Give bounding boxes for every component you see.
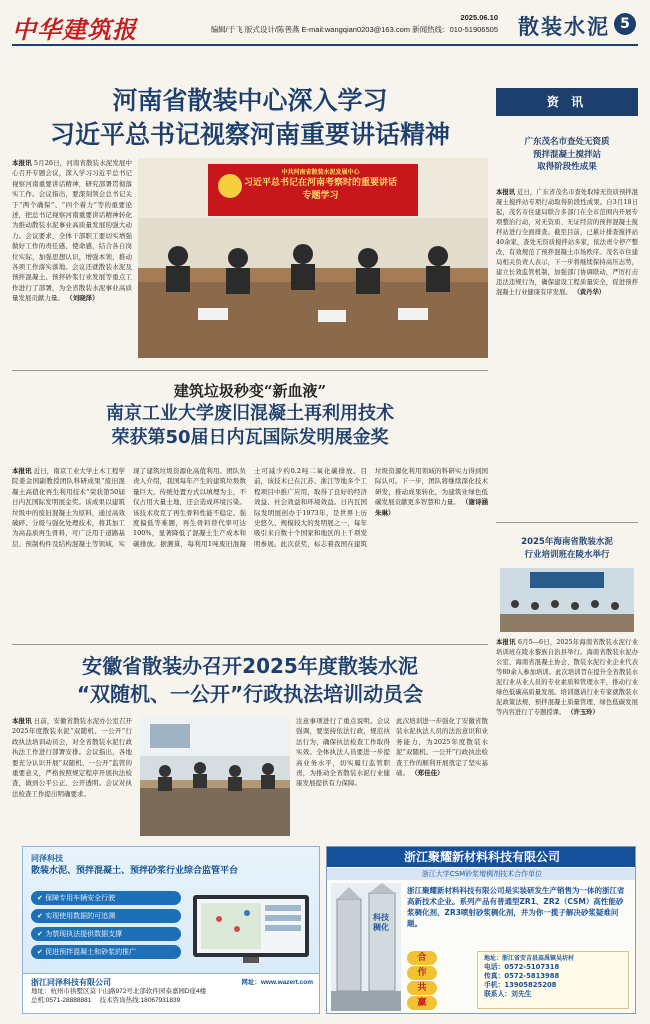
check-icon: ✔ bbox=[37, 948, 46, 956]
sidebar-label: 资 讯 bbox=[496, 88, 638, 116]
section-title: 散装水泥 bbox=[518, 15, 610, 39]
silo-icon bbox=[331, 883, 401, 1011]
sidebar-divider bbox=[496, 522, 638, 523]
article3-column1 bbox=[12, 716, 132, 836]
ad-juyao-subtitle: 浙江大学CSM砂浆增稠剂技术合作单位 bbox=[327, 868, 636, 880]
article2-column bbox=[12, 466, 488, 636]
banner-line3: 专题学习 bbox=[302, 191, 339, 201]
article2-signoff: （谢诗涵 朱琳） bbox=[375, 498, 488, 517]
article3-column3 bbox=[396, 716, 488, 836]
ad-tongze[interactable] bbox=[22, 846, 320, 1014]
ad-tongze-screens bbox=[189, 891, 313, 967]
article3-text-col2: 注意事项进行了重点说明。会议强调，要坚持依法行政，规范执法行为，确保执法检查工作取得实效。全体执法人员要进一步提高业务水平，切实履行监管职责，为推动全省散装水泥行业健康发展提供有力保障。 bbox=[296, 717, 390, 788]
check-icon: ✔ bbox=[37, 912, 46, 920]
article1-headline bbox=[12, 84, 488, 152]
ad-juyao-contact-box bbox=[477, 951, 629, 1009]
brief2-signoff: （许玉玲） bbox=[567, 709, 599, 716]
brief1-signoff: （黄丹华） bbox=[573, 289, 606, 296]
article-divider-1 bbox=[12, 370, 488, 371]
article3-headline-line2: “双随机、一公开”行政执法培训动员会 bbox=[76, 682, 424, 706]
training-photo bbox=[140, 716, 290, 836]
ad-tongze-brand: 同泽科技 bbox=[31, 854, 63, 863]
article1-byline: 本报讯 bbox=[12, 159, 32, 167]
header-meta bbox=[211, 12, 498, 36]
monitor-illustration bbox=[189, 891, 313, 967]
article1-headline-line1: 河南省散装中心深入学习 bbox=[112, 86, 388, 115]
article3-headline-line1: 安徽省散装办召开2025年度散装水泥 bbox=[82, 654, 418, 678]
article2-kicker: 建筑垃圾秒变“新血液” bbox=[173, 382, 327, 400]
article2-headline-line1: 南京工业大学废旧混凝土再利用技术 bbox=[106, 403, 394, 424]
ad-tongze-contacts: 总机:0571-28888881 技术咨询热线:18067931839 bbox=[31, 997, 181, 1004]
article2-text: 近日，南京工业大学土木工程学院姜金国副教授团队科研成果“废旧混凝土高值化再生利用技术”荣获第50届日内瓦国际发明展金奖。该成果以建筑垃圾中的废旧混凝土为原料，通过高效破碎、分级与强化处理技术，将其加工为高品质再生骨料，可广泛用于道路基层、预制构件及结构混凝土等领域，实现了建筑垃圾资源化高值利用。团队负责人介绍，我国每年产生的建筑垃圾数量巨大，传统处置方式以填埋为主，不仅占用大量土地，还会造成环境污染。该技术攻克了再生骨料性能不稳定、强度偏低等难题，再生骨料替代率可达100%，显著降低了混凝土生产成本和碳排放。据测算，每利用1吨废旧混凝土可减少约0.2吨二氧化碳排放。目前，该技术已在江苏、浙江等地多个工程项目中推广应用，取得了良好的经济效益、社会效益和环境效益。日内瓦国际发明展创办于1973年，是世界上历史悠久、规模较大的发明展之一，每年吸引来自数十个国家和地区的上千项发明参展。此次获奖，标志着我国在建筑垃圾资源化利用领域的科研实力得到国际认可。下一步，团队将继续深化技术研发，推动成果转化，为建筑业绿色低碳发展贡献更多智慧和力量。 bbox=[12, 467, 488, 548]
ad-tongze-address: 地址：杭州市拱墅区莫干山路972号北部软件园泰嘉园D座4楼 bbox=[31, 988, 207, 995]
brief2-text: 6月5—6日，2025年海南省散装水泥行业培训班在陵水黎族自治县举行。海南省散装水泥办公室、海南省混凝土协会、散装水泥行业企业代表等80余人参加培训。此次培训旨在提升全省散装水泥行业从业人员的专业素质和管理水平，推动行业绿色低碳高质量发展。培训邀请行业专家就散装水泥政策法规、预拌混凝土质量管理、绿色低碳发展等内容进行了专题授课。 bbox=[496, 639, 638, 716]
pill: 赢 bbox=[407, 996, 437, 1010]
article2-headline-line2: 荣获第50届日内瓦国际发明展金奖 bbox=[111, 427, 389, 448]
ad-tongze-features bbox=[31, 891, 181, 963]
article3-column2 bbox=[296, 716, 390, 836]
article2-body bbox=[12, 466, 488, 636]
ad-tongze-website: 网址：www.wazert.com bbox=[241, 979, 313, 986]
article1-text: 5月26日，河南省散装水泥发展中心召开专题会议，深入学习习近平总书记视察河南重要讲话精神，研究部署贯彻落实工作。会议指出，要深刻领会总书记关于“两个确保”、“四个着力”等的重要论述，把总书记视察河南重要讲话精神转化为推动散装水泥事业高质量发展的强大动力。会议要求，全体干部职工要切实增强做好工作的责任感、使命感，结合各自岗位实际，加强思想认识，增强本领，推动各项工作落实落地。会议还就散装水泥及预拌混凝土、预拌砂浆行业发展等重点工作进行了部署，为全省散装水泥事业高质量发展贡献力量。 bbox=[12, 159, 132, 303]
banner-line1: 中共河南省散装水泥发展中心 bbox=[281, 169, 360, 176]
brief2-headline-line1: 2025年海南省散装水泥 bbox=[521, 537, 613, 547]
feature-item: ✔ 促进预拌混凝土和砂浆的推广 bbox=[31, 945, 181, 959]
masthead-logo: 中华建筑报 bbox=[12, 15, 137, 44]
editor-credits: 编辑/于飞 版式设计/陈善燕 E-mail:wangqian0203@163.com 新闻热线：010-51906505 bbox=[210, 25, 498, 34]
header-divider bbox=[12, 44, 638, 46]
brief1-headline bbox=[496, 136, 638, 174]
ad-tongze-company: 浙江同泽科技有限公司 bbox=[31, 978, 111, 987]
pill: 合 bbox=[407, 951, 437, 965]
article3-byline: 本报讯 bbox=[12, 717, 32, 725]
article1-body bbox=[12, 158, 132, 358]
brief1-text: 近日，广东省茂名市查处取缔无资质预拌混凝土搅拌站专项行动取得阶段性成果。自3月18日起，茂名市住建局联合多部门在全市范围内开展专项整治行动，对无资质、无证经营的预拌混凝土搅拌站进行全面排查。截至目前，已累计排查搅拌站40余家，查处无资质搅拌站多家，依法责令停产整改，有效规范了预拌混凝土市场秩序。茂名市住建局相关负责人表示，下一步将继续保持高压态势，建立长效监管机制，加强部门协调联动，严厉打击违法违规行为，确保建设工程质量安全，促进预拌混凝土行业健康有序发展。 bbox=[496, 189, 638, 296]
article1-signoff: （刘晓泽） bbox=[66, 294, 99, 303]
article2-headline bbox=[12, 402, 488, 450]
brief1-body bbox=[496, 188, 638, 518]
article-divider-2 bbox=[12, 644, 488, 645]
brief1-byline: 本报讯 bbox=[496, 189, 516, 196]
ad-tongze-footer bbox=[23, 973, 320, 1014]
ad-juyao-pills bbox=[407, 951, 441, 1010]
ad-juyao-title: 浙江聚耀新材料科技有限公司 bbox=[327, 847, 636, 867]
silo-illustration bbox=[331, 883, 401, 1011]
page-header bbox=[12, 8, 638, 54]
pill: 作 bbox=[407, 966, 437, 980]
meeting-photo bbox=[138, 158, 488, 358]
ad-juyao-intro: 浙江聚耀新材料科技有限公司是实装研发生产销售为一体的浙江省高新技术企业。系列产品有普通型ZR1、ZR2（CSM）高性能砂浆稠化剂、ZR3喷射砂浆稠化剂，并为你一揽子解决砂浆疑难问题。 bbox=[407, 886, 625, 928]
ad-juyao-contact: 联系人：刘先生 bbox=[484, 990, 532, 998]
article1-headline-line2: 习近平总书记视察河南重要讲话精神 bbox=[49, 120, 450, 149]
brief1-headline-line1: 广东茂名市查处无资质 bbox=[524, 137, 610, 147]
brief1-headline-line3: 取得阶段性成果 bbox=[537, 162, 597, 172]
article3-headline bbox=[12, 652, 488, 708]
brief2-body bbox=[496, 638, 638, 834]
ad-juyao-address: 地址：浙江省安吉县高禹镇吴坊村 bbox=[484, 955, 575, 962]
page-number: 5 bbox=[614, 13, 636, 35]
photo-banner-text bbox=[233, 168, 408, 203]
article3-text-col3: 此次培训进一步强化了安徽省散装水泥执法人员的法治意识和业务能力，为2025年度散装水泥“双随机、一公开”行政执法检查工作的顺利开展奠定了坚实基础。 bbox=[396, 717, 488, 778]
ad-juyao[interactable] bbox=[326, 846, 636, 1014]
brief1-headline-line2: 预拌混凝土搅拌站 bbox=[532, 149, 601, 160]
feature-item: ✔ 保障专用车辆安全行驶 bbox=[31, 891, 181, 905]
ad-juyao-fax: 传真：0572-5813988 bbox=[484, 972, 560, 980]
pill: 共 bbox=[407, 981, 437, 995]
feature-item: ✔ 实现使用数据的可追溯 bbox=[31, 909, 181, 923]
brief2-headline-line2: 行业培训班在陵水举行 bbox=[524, 549, 610, 560]
brief2-byline: 本报讯 bbox=[496, 639, 516, 646]
ad-juyao-mobile: 手机：13905825208 bbox=[484, 981, 557, 989]
brief2-photo-illustration bbox=[500, 568, 634, 632]
article3-text-col1: 日前，安徽省散装水泥办公室召开2025年度散装水泥“双随机、一公开”行政执法培训动员会，对全省散装水泥行政执法工作进行部署安排。会议指出，各地要充分认识开展“双随机、一公开”监管的重要意义，严格按照规定程序开展执法检查，做到公平公正、公开透明。会议对执法检查工作提出明确要求。 bbox=[12, 717, 132, 798]
article3-signoff: （郑佳佳） bbox=[411, 769, 444, 778]
brief2-headline bbox=[496, 536, 638, 561]
training-photo-illustration bbox=[140, 716, 290, 836]
check-icon: ✔ bbox=[37, 894, 46, 902]
check-icon: ✔ bbox=[37, 930, 46, 938]
ad-tongze-headline: 散装水泥、预拌混凝土、预拌砂浆行业综合监管平台 bbox=[31, 866, 239, 876]
brief2-photo bbox=[500, 568, 634, 632]
issue-date: 2025.06.10 bbox=[460, 13, 498, 22]
feature-item: ✔ 为禁现执法提供数据支撑 bbox=[31, 927, 181, 941]
ad-juyao-phone: 电话：0572-5107318 bbox=[484, 963, 560, 971]
article2-byline: 本报讯 bbox=[12, 467, 32, 475]
silo-label: 科技稠化 bbox=[373, 913, 389, 932]
banner-line2: 习近平总书记在河南考察时的重要讲话 bbox=[243, 178, 397, 188]
